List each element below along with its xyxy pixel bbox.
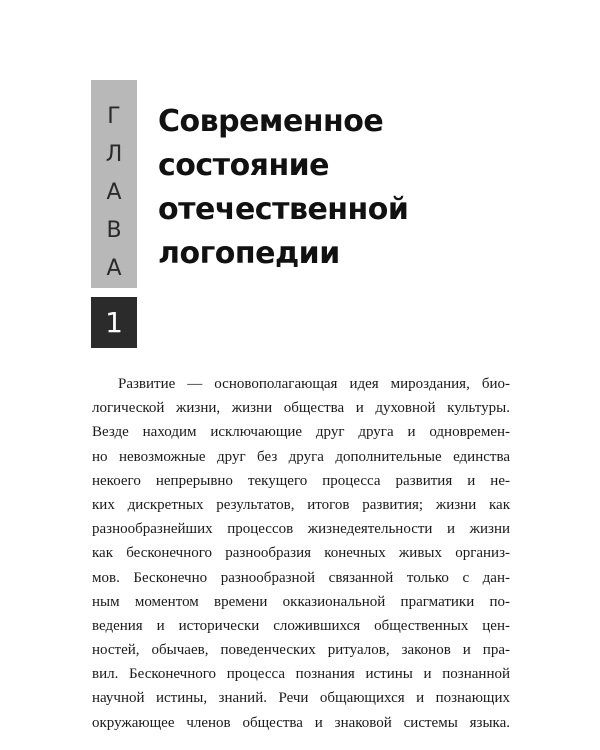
body-line: ностей, обычаев, поведенческих ритуалов, законов и пра- xyxy=(92,642,510,659)
body-line: научной истины, знаний. Речи общающихся и познающих xyxy=(92,690,510,707)
chapter-word-letter: Г xyxy=(107,104,121,129)
chapter-number: 1 xyxy=(91,297,137,348)
body-paragraph xyxy=(92,372,510,735)
body-line: как бесконечного разнообразия конечных живых организ- xyxy=(92,545,510,562)
body-line: ких дискретных результатов, итогов развития; жизни как xyxy=(92,496,510,513)
body-line: ным моментом времени окказиональной прагматики по- xyxy=(92,593,510,610)
body-line: вил. Бесконечного процесса познания истины и познанной xyxy=(92,666,510,683)
body-line: ведения и исторически сложившихся общественных цен- xyxy=(92,617,510,634)
chapter-title-line: Современное xyxy=(158,104,384,139)
chapter-word-vertical xyxy=(91,98,137,288)
chapter-word-letter: А xyxy=(106,256,122,281)
chapter-title-line: логопедии xyxy=(158,236,340,271)
chapter-word-letter: А xyxy=(106,180,122,205)
body-line: Везде находим исключающие друг друга и одновремен- xyxy=(92,424,510,441)
body-line: мов. Бесконечно разнообразной связанной только с дан- xyxy=(92,569,510,586)
chapter-title-line: состояние xyxy=(158,148,330,183)
chapter-word-letter: В xyxy=(106,218,122,243)
body-line: некоего непрерывно текущего процесса развития и не- xyxy=(92,472,510,489)
chapter-title xyxy=(158,100,558,276)
chapter-word-letter: Л xyxy=(105,142,123,167)
body-line: окружающее членов общества и знаковой системы языка. xyxy=(92,714,510,731)
body-line: логической жизни, жизни общества и духовной культуры. xyxy=(92,400,510,417)
body-line: но невозможные друг без друга дополнительные единства xyxy=(92,448,510,465)
chapter-title-line: отечественной xyxy=(158,192,409,227)
body-line: разнообразнейших процессов жизнедеятельности и жизни xyxy=(92,521,510,538)
body-line: Развитие — основополагающая идея мироздания, био- xyxy=(118,376,510,392)
